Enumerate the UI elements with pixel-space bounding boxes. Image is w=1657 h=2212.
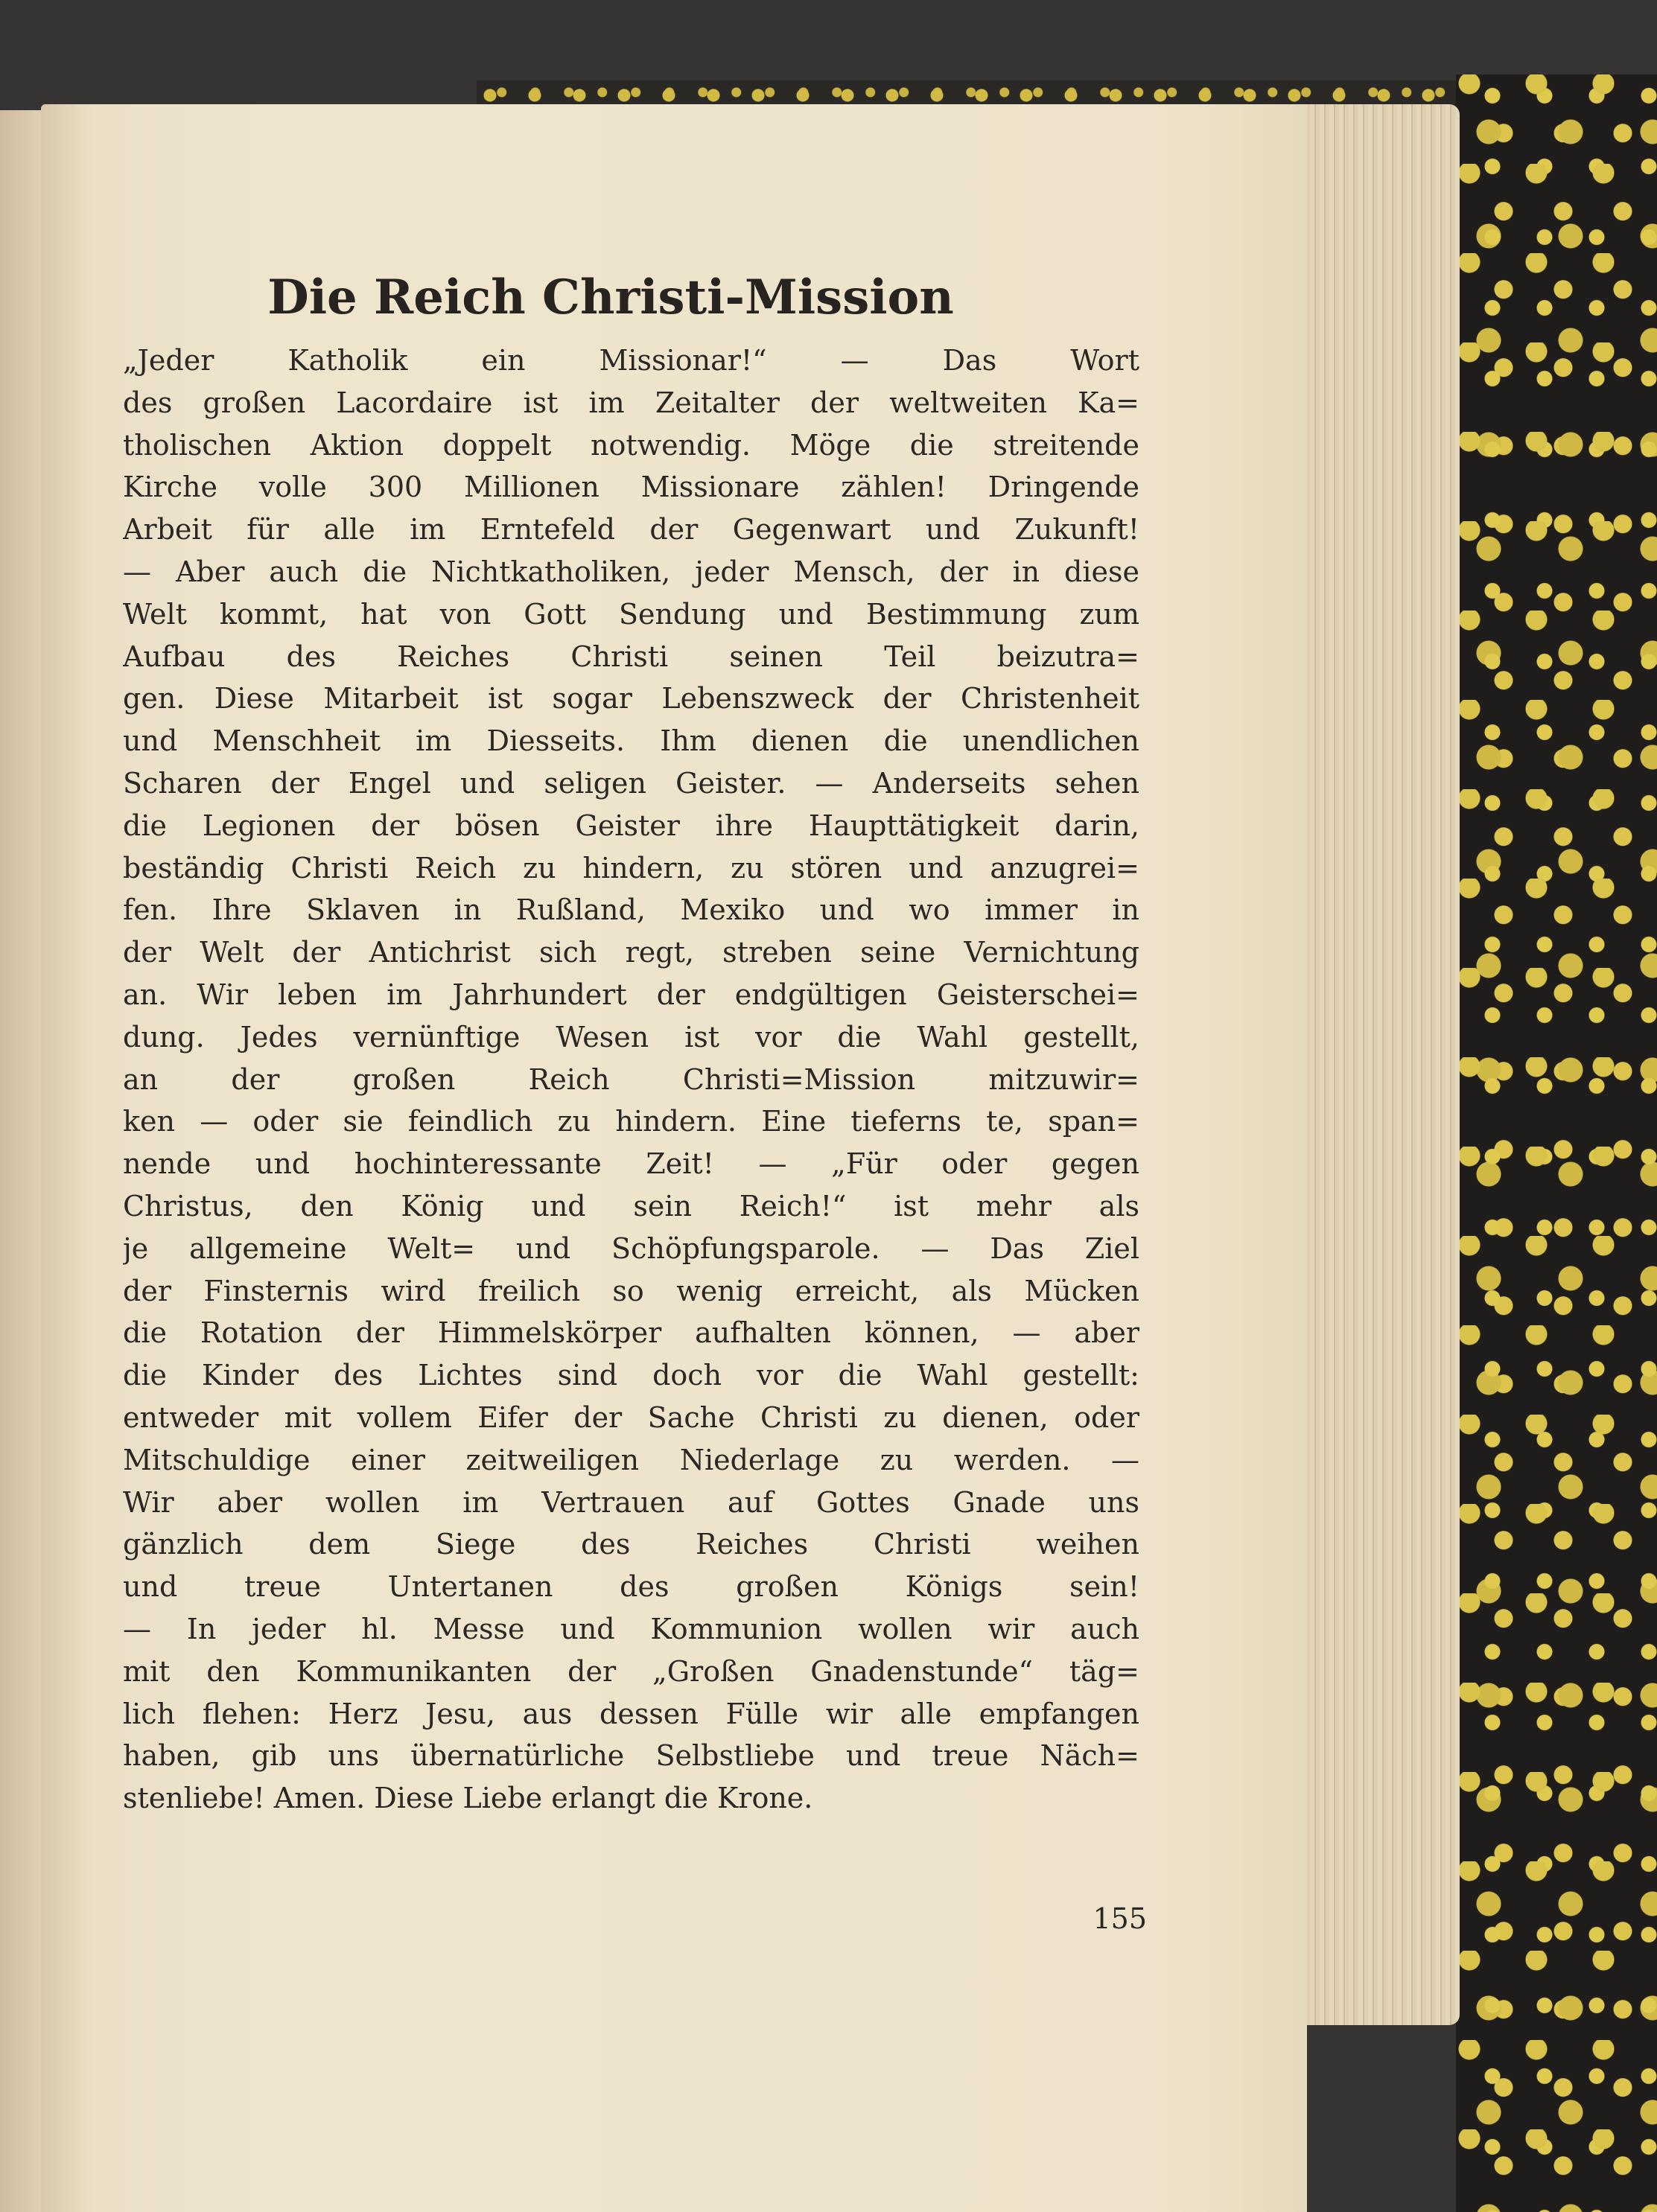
text-line: entweder mit vollem Eifer der Sache Christi zu dienen, oder (123, 1400, 1139, 1434)
text-line: gen. Diese Mitarbeit ist sogar Lebenszweck der Christenheit (123, 682, 1139, 715)
text-line: — In jeder hl. Messe und Kommunion wollen wir auch (123, 1612, 1139, 1645)
body-text (123, 340, 1139, 1858)
text-line: — Aber auch die Nichtkatholiken, jeder Mensch, der in diese (123, 555, 1139, 588)
text-line: beständig Christi Reich zu hindern, zu stören und anzugrei= (123, 851, 1139, 885)
page-stack-edge (1281, 104, 1460, 2025)
text-line: tholischen Aktion doppelt notwendig. Möge die streitende (123, 428, 1139, 462)
left-page-edge (0, 110, 46, 2212)
page-title: Die Reich Christi-Mission (267, 270, 954, 325)
text-line: Scharen der Engel und seligen Geister. — Anderseits sehen (123, 766, 1139, 800)
text-line: an der großen Reich Christi=Mission mitzuwir= (123, 1062, 1139, 1096)
text-line: die Kinder des Lichtes sind doch vor die Wahl gestellt: (123, 1359, 1139, 1392)
text-line: Kirche volle 300 Millionen Missionare zählen! Dringende (123, 471, 1139, 504)
text-line: nende und hochinteressante Zeit! — „Für oder gegen (123, 1147, 1139, 1181)
text-line: Aufbau des Reiches Christi seinen Teil beizutra= (123, 640, 1139, 673)
page-number: 155 (1093, 1902, 1147, 1935)
text-line: und Menschheit im Diesseits. Ihm dienen die unendlichen (123, 724, 1139, 758)
text-line-last: stenliebe! Amen. Diese Liebe erlangt die Krone. (123, 1782, 813, 1815)
text-line: Wir aber wollen im Vertrauen auf Gottes Gnade uns (123, 1485, 1139, 1519)
text-line: an. Wir leben im Jahrhundert der endgültigen Geisterschei= (123, 978, 1139, 1011)
text-line: mit den Kommunikanten der „Großen Gnadenstunde“ täg= (123, 1654, 1139, 1688)
text-line: fen. Ihre Sklaven in Rußland, Mexiko und wo immer in (123, 893, 1139, 927)
text-line: und treue Untertanen des großen Königs sein! (123, 1570, 1139, 1604)
text-line: Welt kommt, hat von Gott Sendung und Bestimmung zum (123, 597, 1139, 631)
marbled-endpaper (1456, 74, 1657, 2212)
text-line: je allgemeine Welt= und Schöpfungsparole. — Das Ziel (123, 1231, 1139, 1265)
text-line: gänzlich dem Siege des Reiches Christi weihen (123, 1528, 1139, 1561)
text-line: „Jeder Katholik ein Missionar!“ — Das Wort (123, 344, 1139, 377)
text-line: Mitschuldige einer zeitweiligen Niederlage zu werden. — (123, 1443, 1139, 1476)
text-line: ken — oder sie feindlich zu hindern. Eine tieferns te, span= (123, 1105, 1139, 1138)
text-line: haben, gib uns übernatürliche Selbstliebe und treue Näch= (123, 1739, 1139, 1773)
text-line: die Legionen der bösen Geister ihre Haupttätigkeit darin, (123, 809, 1139, 842)
text-line: Christus, den König und sein Reich!“ ist mehr als (123, 1189, 1139, 1223)
text-line: des großen Lacordaire ist im Zeitalter der weltweiten Ka= (123, 386, 1139, 419)
text-line: der Finsternis wird freilich so wenig erreicht, als Mücken (123, 1274, 1139, 1307)
text-line: der Welt der Antichrist sich regt, streben seine Vernichtung (123, 936, 1139, 969)
text-line: die Rotation der Himmelskörper aufhalten können, — aber (123, 1316, 1139, 1350)
text-line: dung. Jedes vernünftige Wesen ist vor die Wahl gestellt, (123, 1020, 1139, 1054)
text-line: Arbeit für alle im Erntefeld der Gegenwart und Zukunft! (123, 513, 1139, 546)
text-line: lich flehen: Herz Jesu, aus dessen Fülle wir alle empfangen (123, 1697, 1139, 1730)
